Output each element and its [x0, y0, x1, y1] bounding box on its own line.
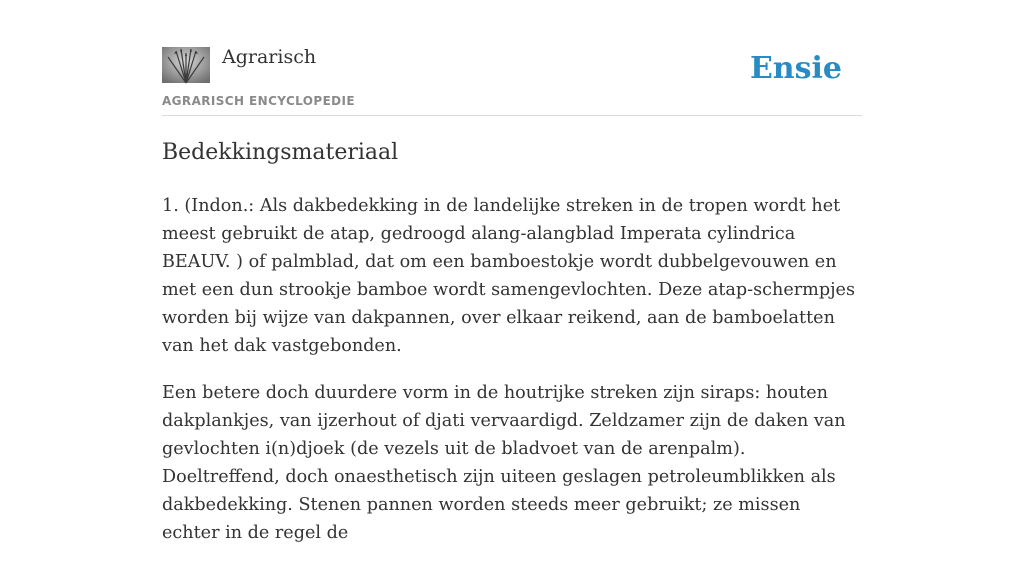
brand-logo[interactable]: Ensie [749, 51, 842, 86]
source-subtitle: AGRARISCH ENCYCLOPEDIE [162, 94, 355, 108]
article-paragraph: Een betere doch duurdere vorm in de houtrijke streken zijn siraps: houten dakplankjes, van ijzerhout of djati vervaardigd. Zeldzamer zijn de daken van gevlochten i(n)djoek (de vezels uit de bladvoet van de arenpalm). Doeltreffend, doch onaesthetisch zijn uiteen geslagen petroleumblikken als dakbedekking. Stenen pannen worden steeds meer gebruikt; ze missen echter in de regel de [162, 383, 846, 543]
article-paragraph: 1. (Indon.: Als dakbedekking in de landelijke streken in de tropen wordt het meest gebruikt de atap, gedroogd alang-alangblad Imperata cylindrica BEAUV. ) of palmblad, dat om een bamboestokje wordt dubbelgevouwen en met een dun strookje bamboe wordt samengevlochten. Deze atap-schermpjes worden bij wijze van dakpannen, over elkaar reikend, aan de bamboelatten van het dak vastgebonden. [162, 196, 856, 356]
wheat-icon[interactable] [162, 47, 210, 83]
source-header [162, 44, 862, 116]
article-body [162, 192, 862, 566]
article-title: Bedekkingsmateriaal [162, 140, 399, 165]
source-title[interactable]: Agrarisch [222, 46, 317, 68]
